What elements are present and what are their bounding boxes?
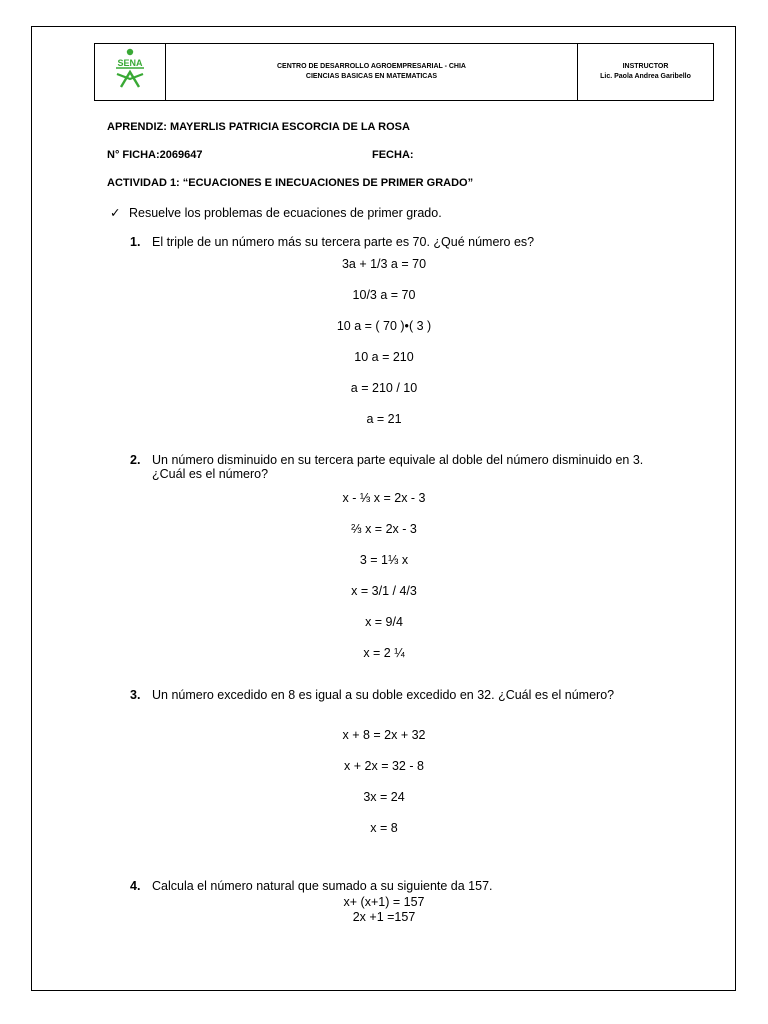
svg-text:SENA: SENA	[117, 58, 143, 68]
header-right-line1: INSTRUCTOR	[622, 63, 669, 70]
equation-step: x = 3/1 / 4/3	[351, 584, 417, 598]
equation-step: x + 8 = 2x + 32	[342, 728, 426, 742]
problem-number: 3.	[130, 688, 141, 702]
equation-step: a = 210 / 10	[350, 381, 418, 395]
instruction-text: Resuelve los problemas de ecuaciones de primer grado.	[129, 206, 442, 220]
equation-step: x = 9/4	[365, 615, 403, 629]
header-right-line2: Lic. Paola Andrea Garibello	[600, 73, 691, 80]
ficha-line: N° FICHA:2069647	[107, 149, 203, 161]
equation-step: x+ (x+1) = 157	[343, 895, 425, 909]
equation-step: x = 8	[370, 821, 398, 835]
equation-step: 3 = 1⅓ x	[359, 553, 409, 567]
fecha-line: FECHA:	[372, 149, 414, 161]
header-right	[578, 44, 713, 100]
equation-step: x = 2 ¼	[363, 646, 405, 660]
sena-logo-icon	[111, 48, 149, 90]
equation-step: 3x = 24	[363, 790, 405, 804]
equation-step: 10 a = 210	[354, 350, 414, 364]
problem-statement: Un número disminuido en su tercera parte equivale al doble del número disminuido en 3. ¿Cuál es el número?	[152, 453, 644, 481]
equation-step: x - ⅓ x = 2x - 3	[342, 491, 426, 505]
problem-number: 4.	[130, 879, 141, 893]
header-center-line2: CIENCIAS BASICAS EN MATEMATICAS	[305, 73, 438, 80]
equation-step: a = 21	[366, 412, 402, 426]
actividad-line: ACTIVIDAD 1: “ECUACIONES E INECUACIONES DE PRIMER GRADO”	[107, 177, 474, 189]
aprendiz-line: APRENDIZ: MAYERLIS PATRICIA ESCORCIA DE LA ROSA	[107, 121, 410, 133]
header-center-line1: CENTRO DE DESARROLLO AGROEMPRESARIAL - CHIA	[276, 63, 466, 70]
problem-number: 2.	[130, 453, 141, 467]
sena-logo-cell	[95, 44, 166, 100]
equation-step: 10/3 a = 70	[352, 288, 416, 302]
problem-statement: El triple de un número más su tercera parte es 70. ¿Qué número es?	[152, 235, 535, 249]
equation-step: 2x +1 =157	[352, 910, 416, 924]
problem-statement: Calcula el número natural que sumado a su siguiente da 157.	[152, 879, 493, 893]
problem-statement: Un número excedido en 8 es igual a su doble excedido en 32. ¿Cuál es el número?	[152, 688, 615, 702]
page-border	[31, 26, 736, 991]
header-center	[166, 44, 578, 100]
equation-step: x + 2x = 32 - 8	[344, 759, 424, 773]
header-table	[94, 43, 714, 101]
equation-step: 3a + 1/3 a = 70	[341, 257, 427, 271]
problem-number: 1.	[130, 235, 141, 249]
check-icon: ✓	[110, 206, 121, 220]
equation-step: ⅔ x = 2x - 3	[351, 522, 417, 536]
equation-step: 10 a = ( 70 )•( 3 )	[336, 319, 432, 333]
